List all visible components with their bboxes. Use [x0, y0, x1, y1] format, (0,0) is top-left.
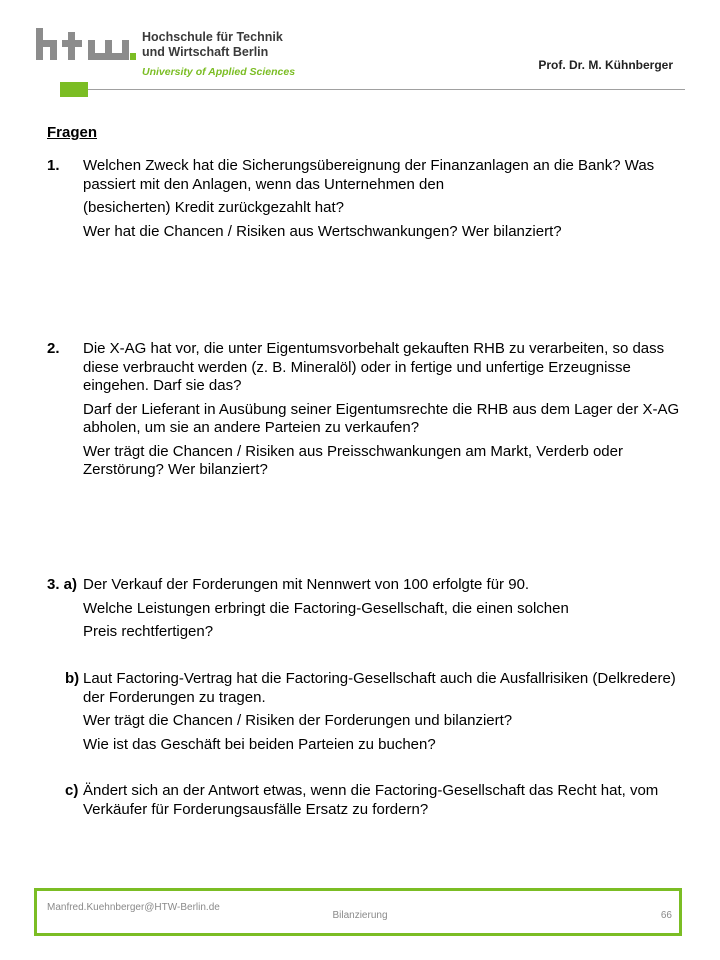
question-line: Ändert sich an der Antwort etwas, wenn die Factoring-Gesellschaft das Recht hat, vom Verkäufer für Forderungsausfälle Ersatz zu fordern?	[83, 782, 659, 818]
page-title: Fragen	[47, 124, 98, 141]
question-line: Der Verkauf der Forderungen mit Nennwert von 100 erfolgte für 90.	[83, 576, 530, 593]
question-line: Laut Factoring-Vertrag hat die Factoring-Gesellschaft auch die Ausfallrisiken (Delkredere) der Forderungen zu tragen.	[83, 670, 676, 706]
header-accent-block	[60, 82, 88, 97]
question-2	[47, 340, 687, 480]
institution-name-line1: Hochschule für Technik	[142, 30, 283, 44]
question-line: Die X-AG hat vor, die unter Eigentumsvorbehalt gekauften RHB zu verarbeiten, so dass diese verbraucht werden (z. B. Mineralöl) oder in fertige und unfertige Erzeugnisse eingehen. Darf sie das?	[83, 340, 665, 394]
header-author: Prof. Dr. M. Kühnberger	[538, 58, 673, 72]
question-text	[83, 576, 687, 642]
question-sublabel: b)	[65, 670, 80, 687]
question-line: Wer hat die Chancen / Risiken aus Wertschwankungen? Wer bilanziert?	[83, 222, 562, 240]
question-text	[83, 670, 687, 754]
question-number: 3. a)	[47, 576, 78, 593]
header-divider	[88, 89, 685, 90]
question-sublabel: c)	[65, 782, 79, 799]
question-line: Welchen Zweck hat die Sicherungsübereignung der Finanzanlagen an die Bank? Was passiert mit den Anlagen, wenn das Unternehmen den	[83, 157, 655, 193]
question-line: Welche Leistungen erbringt die Factoring-Gesellschaft, die einen solchen	[83, 599, 569, 617]
question-line: Wer trägt die Chancen / Risiken aus Preisschwankungen am Markt, Verderb oder Zerstörung? Wer bilanziert?	[83, 442, 623, 478]
footer-subject: Bilanzierung	[332, 910, 388, 921]
question-text	[83, 782, 687, 819]
question-3c	[47, 782, 687, 819]
footer-email: Manfred.Kuehnberger@HTW-Berlin.de	[47, 902, 220, 913]
question-3a	[47, 576, 687, 642]
question-line: Wie ist das Geschäft bei beiden Parteien zu buchen?	[83, 735, 436, 753]
question-line: Darf der Lieferant in Ausübung seiner Eigentumsrechte die RHB aus dem Lager der X-AG abholen, um sie an andere Parteien zu verkaufen?	[83, 400, 680, 436]
question-number: 2.	[47, 340, 60, 357]
page-number: 66	[660, 910, 672, 921]
htw-logo-icon	[36, 28, 136, 60]
institution-name-line2: und Wirtschaft Berlin	[142, 45, 269, 59]
question-line: (besicherten) Kredit zurückgezahlt hat?	[83, 199, 344, 216]
question-number: 1.	[47, 157, 60, 174]
institution-tagline: University of Applied Sciences	[142, 66, 296, 78]
question-1	[47, 157, 687, 241]
question-line: Preis rechtfertigen?	[83, 623, 214, 640]
institution-name	[142, 30, 283, 60]
question-text	[83, 340, 687, 480]
question-line: Wer trägt die Chancen / Risiken der Forderungen und bilanziert?	[83, 712, 513, 729]
question-3b	[47, 670, 687, 754]
question-text	[83, 157, 687, 241]
